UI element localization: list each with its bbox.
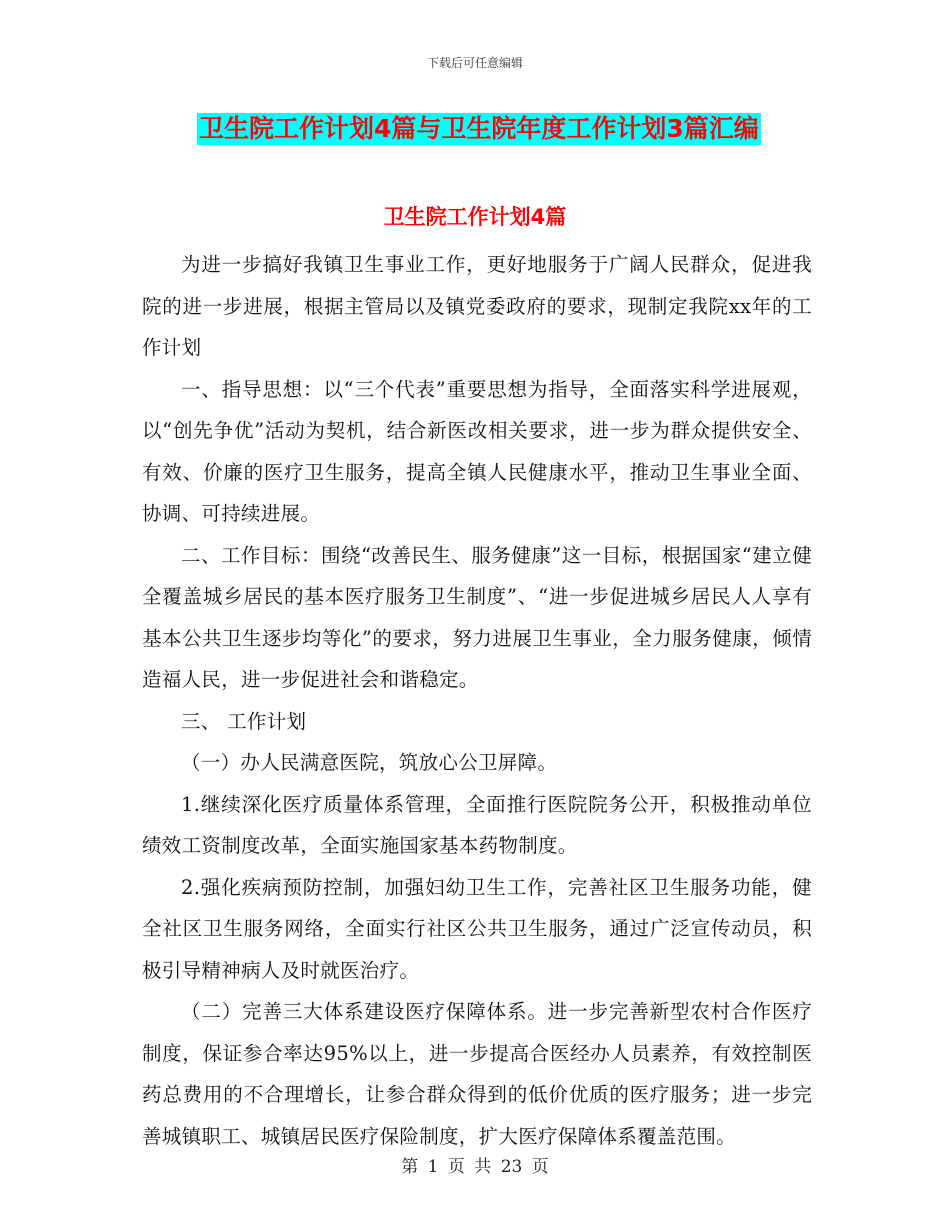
subsection-paragraph-2: （二）完善三大体系建设医疗保障体系。进一步完善新型农村合作医疗制度，保证参合率达95%以上，进一步提高合医经办人员素养，有效控制医药总费用的不合理增长，让参合群众得到的低价优质的医疗服务；进一步完善城镇职工、城镇居民医疗保险制度，扩大医疗保障体系覆盖范围。	[142, 1000, 812, 1148]
work-goal-paragraph: 二、工作目标：围绕“改善民生、服务健康”这一目标，根据国家“建立健全覆盖城乡居民的基本医疗服务卫生制度”、“进一步促进城乡居民人人享有基本公共卫生逐步均等化”的要求，努力进展卫生事业，全力服务健康，倾情造福人民，进一步促进社会和谐稳定。	[142, 543, 812, 691]
page-number-footer: 第 1 页 共 23 页	[401, 1157, 549, 1177]
section-title: 卫生院工作计划4篇	[383, 205, 567, 229]
intro-paragraph: 为进一步搞好我镇卫生事业工作，更好地服务于广阔人民群众，促进我院的进一步进展，根据主管局以及镇党委政府的要求，现制定我院xx年的工作计划	[142, 253, 812, 359]
plan-item-1: 1.继续深化医疗质量体系管理，全面推行医院院务公开，积极推动单位绩效工资制度改革，全面实施国家基本药物制度。	[142, 792, 812, 857]
subsection-heading-1: （一）办人民满意医院，筑放心公卫屏障。	[181, 751, 558, 774]
plan-item-2: 2.强化疾病预防控制，加强妇幼卫生工作，完善社区卫生服务功能，健全社区卫生服务网络，全面实行社区公共卫生服务，通过广泛宣传动员，积极引导精神病人及时就医治疗。	[142, 875, 812, 982]
document-body	[142, 244, 812, 1157]
document-title: 卫生院工作计划4篇与卫生院年度工作计划3篇汇编	[199, 114, 759, 143]
header-note: 下载后可任意编辑	[426, 56, 523, 70]
work-plan-heading: 三、 工作计划	[181, 709, 307, 733]
guiding-thought-paragraph: 一、指导思想：以“三个代表”重要思想为指导，全面落实科学进展观，以“创先争优”活动为契机，结合新医改相关要求，进一步为群众提供安全、有效、价廉的医疗卫生服务，提高全镇人民健康水平，推动卫生事业全面、协调、可持续进展。	[142, 377, 812, 525]
